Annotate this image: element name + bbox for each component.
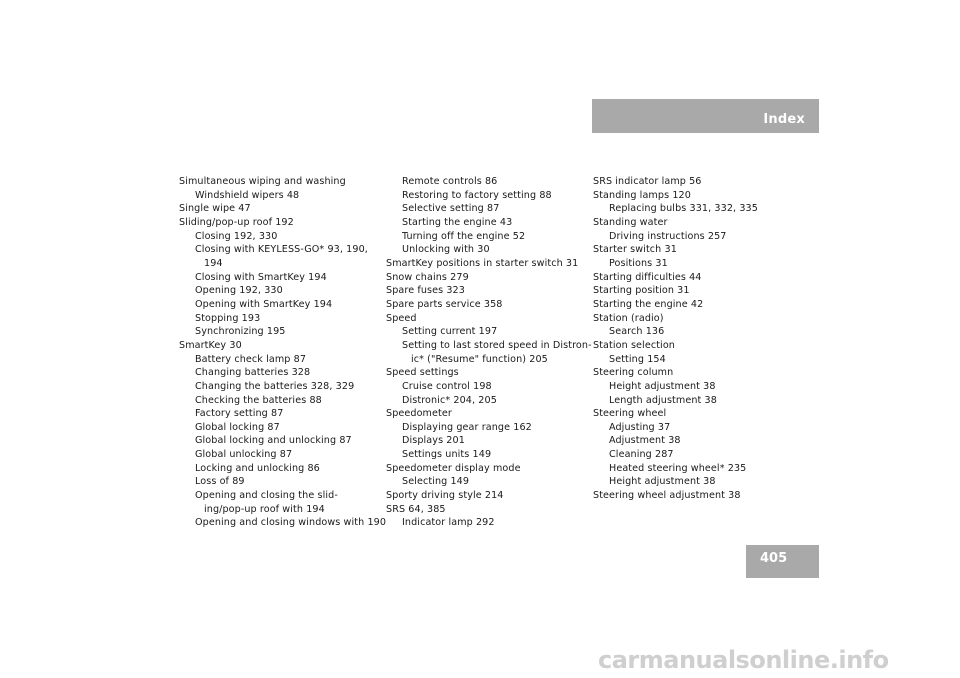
index-subentry: 194: [204, 257, 223, 269]
index-entry: Steering wheel: [593, 408, 667, 420]
index-entry: SRS 64, 385: [386, 503, 446, 515]
index-entry: Speedometer: [386, 408, 452, 420]
index-subentry: Length adjustment 38: [609, 394, 717, 406]
index-header-bar: [592, 99, 819, 133]
page-title: Index: [763, 112, 805, 127]
index-entry: Spare parts service 358: [386, 298, 503, 310]
index-entry: SmartKey positions in starter switch 31: [386, 257, 579, 269]
index-subentry: Driving instructions 257: [609, 230, 727, 242]
index-subentry: Distronic* 204, 205: [402, 394, 497, 406]
index-subentry: Turning off the engine 52: [402, 230, 526, 242]
index-entry: Starting the engine 42: [593, 298, 704, 310]
index-column-1: [179, 175, 387, 530]
index-entry: Standing lamps 120: [593, 189, 691, 201]
index-entry: Simultaneous wiping and washing: [179, 176, 346, 187]
index-entry: SRS indicator lamp 56: [593, 176, 702, 187]
index-subentry: ing/pop-up roof with 194: [204, 503, 325, 515]
index-subentry: Global locking and unlocking 87: [195, 435, 352, 447]
index-entry: Starting difficulties 44: [593, 271, 702, 283]
index-subentry: Stopping 193: [195, 312, 261, 324]
index-subentry: Locking and unlocking 86: [195, 462, 320, 474]
index-subentry: Restoring to factory setting 88: [402, 189, 552, 201]
index-subentry: Height adjustment 38: [609, 380, 716, 392]
index-subentry: Factory setting 87: [195, 408, 284, 420]
index-subentry: Opening 192, 330: [195, 285, 283, 297]
watermark: carmanualsonline.info: [598, 646, 889, 674]
index-subentry: Opening with SmartKey 194: [195, 298, 333, 310]
index-entry: Sliding/pop-up roof 192: [179, 216, 294, 228]
index-subentry: Changing the batteries 328, 329: [195, 380, 355, 392]
index-entry: SmartKey 30: [179, 339, 242, 351]
index-subentry: Cruise control 198: [402, 380, 492, 392]
index-subentry: Global unlocking 87: [195, 449, 293, 461]
index-entry: Station selection: [593, 339, 675, 351]
index-subentry: Closing with KEYLESS-GO* 93, 190,: [195, 244, 368, 256]
index-subentry: Starting the engine 43: [402, 216, 513, 228]
index-subentry: Heated steering wheel* 235: [609, 462, 747, 474]
page-number: 405: [760, 551, 788, 566]
index-subentry: Closing with SmartKey 194: [195, 271, 327, 283]
index-entry: Snow chains 279: [386, 271, 469, 283]
index-entry: Steering wheel adjustment 38: [593, 490, 741, 502]
index-entry: Speedometer display mode: [386, 462, 521, 474]
index-column-3: [593, 175, 793, 503]
index-subentry: Unlocking with 30: [402, 244, 490, 256]
index-subentry: Settings units 149: [402, 449, 492, 461]
index-subentry: Height adjustment 38: [609, 476, 716, 488]
index-entry: Starting position 31: [593, 285, 690, 297]
index-subentry: Indicator lamp 292: [402, 517, 495, 529]
index-subentry: Closing 192, 330: [195, 230, 278, 242]
index-subentry: Remote controls 86: [402, 176, 498, 187]
index-subentry: Replacing bulbs 331, 332, 335: [609, 203, 758, 215]
index-entry: Speed settings: [386, 367, 459, 379]
index-subentry: Opening and closing windows with 190: [195, 517, 387, 529]
index-subentry: Selective setting 87: [402, 203, 500, 215]
index-column-2: [386, 175, 592, 530]
index-entry: Spare fuses 323: [386, 285, 465, 297]
index-entry: Standing water: [593, 216, 668, 228]
index-subentry: Battery check lamp 87: [195, 353, 307, 365]
page-number-box: [746, 545, 819, 578]
index-subentry: Windshield wipers 48: [195, 189, 300, 201]
index-subentry: Checking the batteries 88: [195, 394, 322, 406]
index-subentry: Positions 31: [609, 257, 668, 269]
index-subentry: Setting current 197: [402, 326, 498, 338]
index-entry: Steering column: [593, 367, 674, 379]
index-subentry: Global locking 87: [195, 421, 280, 433]
index-subentry: Cleaning 287: [609, 449, 674, 461]
index-subentry: Opening and closing the slid-: [195, 490, 338, 502]
index-subentry: ic* ("Resume" function) 205: [411, 353, 548, 365]
index-subentry: Synchronizing 195: [195, 326, 286, 338]
index-subentry: Adjusting 37: [609, 421, 671, 433]
index-subentry: Search 136: [609, 326, 665, 338]
index-subentry: Displays 201: [402, 435, 465, 447]
index-subentry: Setting 154: [609, 353, 666, 365]
index-subentry: Selecting 149: [402, 476, 470, 488]
index-entry: Single wipe 47: [179, 203, 251, 215]
index-subentry: Changing batteries 328: [195, 367, 311, 379]
index-entry: Sporty driving style 214: [386, 490, 504, 502]
index-subentry: Loss of 89: [195, 476, 245, 488]
index-entry: Starter switch 31: [593, 244, 677, 256]
index-subentry: Displaying gear range 162: [402, 421, 532, 433]
index-subentry: Adjustment 38: [609, 435, 681, 447]
index-entry: Station (radio): [593, 312, 664, 324]
index-entry: Speed: [386, 312, 417, 324]
index-subentry: Setting to last stored speed in Distron-: [402, 339, 592, 351]
